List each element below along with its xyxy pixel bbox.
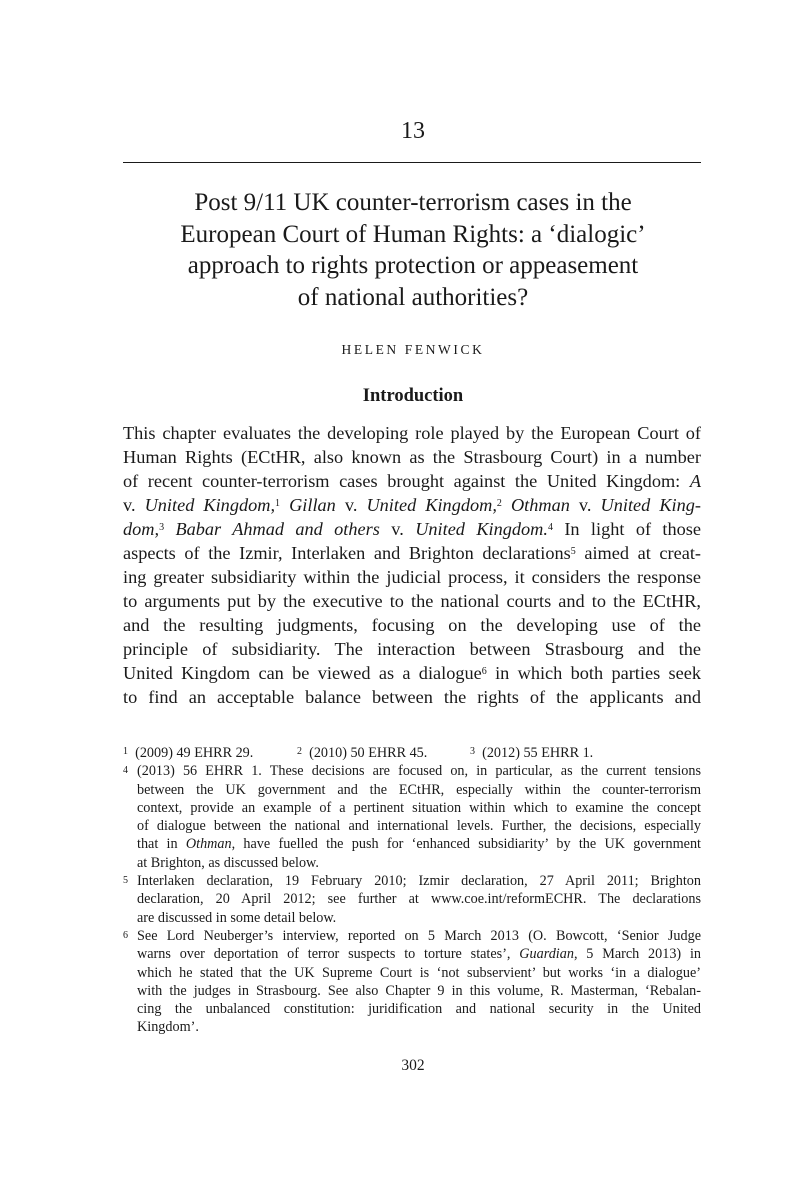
case-name: United Kingdom, xyxy=(144,495,276,515)
case-name: Othman xyxy=(185,836,232,853)
body-paragraph xyxy=(123,421,701,709)
footnote-line: which he stated that the UK Supreme Court is ‘not subservient’ but works ‘in a dialogue’ xyxy=(137,964,701,981)
footnotes xyxy=(123,744,701,1037)
case-name: Babar Ahmad and others xyxy=(175,519,380,539)
body-line: Human Rights (ECtHR, also known as the Strasbourg Court) in a number xyxy=(123,447,701,467)
title-line: Post 9/11 UK counter-terrorism cases in the xyxy=(194,189,632,216)
footnote-line: Interlaken declaration, 19 February 2010; Izmir declaration, 27 April 2011; Brighton xyxy=(137,873,701,890)
case-name: United Kingdom. xyxy=(415,519,548,539)
title-line: approach to rights protection or appeasement xyxy=(187,252,639,279)
footnote-mark: 4 xyxy=(123,765,128,777)
footnote-ref: 6 xyxy=(481,666,487,677)
footnote-line: warns over deportation of terror suspects to torture states’, Guardian, 5 March 2013) in xyxy=(137,946,701,963)
footnote-2: $^2$ (2010) 50 EHRR 45. xyxy=(297,745,428,761)
footnote-ref: 5 xyxy=(570,546,576,557)
footnote-line: are discussed in some detail below. xyxy=(137,909,337,926)
footnote-line: at Brighton, as discussed below. xyxy=(137,854,319,871)
footnote-line: Kingdom’. xyxy=(137,1019,199,1036)
footnote-line: cing the unbalanced constitution: juridification and national security in the United xyxy=(137,1001,701,1018)
footnote-1: $^1$ (2009) 49 EHRR 29. xyxy=(123,745,254,761)
footnote-line: context, provide an example of a pertinent situation within which to examine the concept xyxy=(137,799,701,816)
footnote-mark: 5 xyxy=(123,875,128,887)
chapter-title xyxy=(150,187,676,313)
body-line: v. United Kingdom,$^1$ Gillan v. United Kingdom,$^2$ Othman v. United King- xyxy=(123,495,701,515)
footnote-line: See Lord Neuberger’s interview, reported on 5 March 2013 (O. Bowcott, ‘Senior Judge xyxy=(137,927,701,944)
case-name: Gillan xyxy=(289,495,336,515)
footnote-ref: 2 xyxy=(496,498,502,509)
body-line: to arguments put by the executive to the national courts and to the ECtHR, xyxy=(123,591,701,611)
body-line: and the resulting judgments, focusing on the developing use of the xyxy=(123,615,701,635)
footnote-ref: 3 xyxy=(159,522,165,533)
footnote-4 xyxy=(123,762,701,872)
case-name: A xyxy=(689,471,701,491)
case-name: United King- xyxy=(600,495,701,515)
footnote-6 xyxy=(123,927,701,1037)
body-line: aspects of the Izmir, Interlaken and Brighton declarations$^5$ aimed at creat- xyxy=(123,543,701,563)
footnote-line: between the UK government and the ECtHR, especially within the counter-terrorism xyxy=(137,781,701,798)
footnote-5 xyxy=(123,872,701,927)
body-line: ing greater subsidiarity within the judicial process, it considers the response xyxy=(123,567,701,587)
body-line: of recent counter-terrorism cases brought against the United Kingdom: A xyxy=(123,471,701,491)
publication-name: Guardian xyxy=(519,946,574,963)
footnote-row xyxy=(123,744,701,762)
body-line: United Kingdom can be viewed as a dialogue$^6$ in which both parties seek xyxy=(123,663,701,683)
title-line: European Court of Human Rights: a ‘dialogic’ xyxy=(180,220,646,248)
footnote-line: with the judges in Strasbourg. See also Chapter 9 in this volume, R. Masterman, ‘Rebalan- xyxy=(137,982,701,999)
footnote-line: declaration, 20 April 2012; see further at www.coe.int/reformECHR. The declarations xyxy=(137,891,701,908)
footnote-line: of dialogue between the national and international levels. Further, the decisions, especially xyxy=(137,818,701,835)
footnote-ref: 1 xyxy=(275,498,281,509)
case-name: dom, xyxy=(123,519,160,539)
footnote-3: $^3$ (2012) 55 EHRR 1. xyxy=(470,745,594,761)
section-heading: Introduction xyxy=(362,386,464,406)
footnote-line: that in Othman, have fuelled the push for ‘enhanced subsidiarity’ by the UK government xyxy=(137,836,701,853)
title-line: of national authorities? xyxy=(297,283,529,311)
page-number: 302 xyxy=(401,1057,425,1074)
body-line: This chapter evaluates the developing role played by the European Court of xyxy=(123,423,701,443)
footnote-mark: 6 xyxy=(123,929,128,941)
chapter-number: 13 xyxy=(401,118,425,144)
case-name: Othman xyxy=(510,495,570,515)
body-line: principle of subsidiarity. The interaction between Strasbourg and the xyxy=(123,639,701,659)
body-line: to find an acceptable balance between the rights of the applicants and xyxy=(123,687,701,707)
footnote-line: (2013) 56 EHRR 1. These decisions are focused on, in particular, as the current tensions xyxy=(137,763,701,780)
footnote-ref: 4 xyxy=(547,522,553,533)
body-line: dom,$^3$ Babar Ahmad and others v. United Kingdom.$^4$ In light of those xyxy=(123,519,702,539)
header-rule xyxy=(123,162,701,163)
case-name: United Kingdom, xyxy=(366,495,497,515)
author-name: HELEN FENWICK xyxy=(341,342,485,357)
